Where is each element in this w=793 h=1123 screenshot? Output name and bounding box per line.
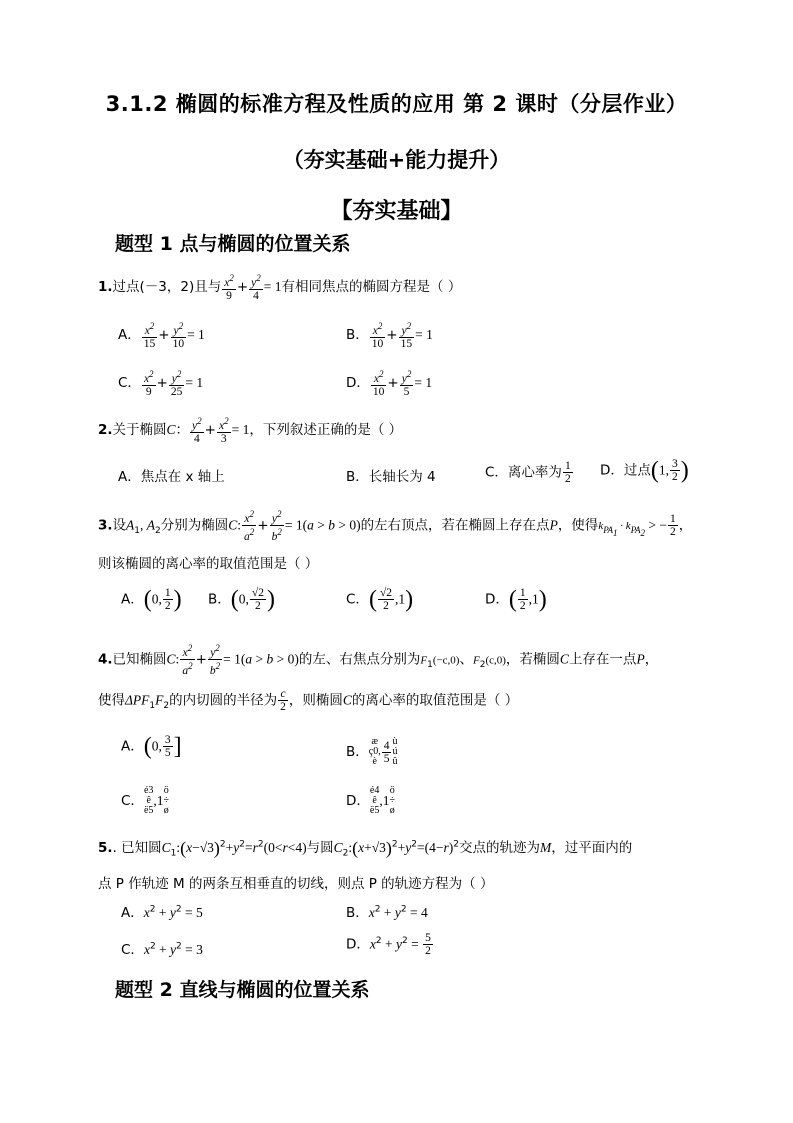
q3-option-b: B．(0, $\frac{√2}{2}$ ) (208, 586, 275, 613)
q3-option-c: C．( $\frac{√2}{2}$ ,1) (346, 586, 414, 613)
question-4-line-2: 使得$\Delta PF_1F_2$的内切圆的半径为 $\frac{c}{2}$ ，则椭圆C的离心率的取值范围是（ ） (98, 688, 519, 713)
q5-option-c: C．$x^2 + y^2 = 3$ (121, 941, 203, 958)
q2-option-c: C．离心率为 $\frac{1}{2}$ (485, 460, 571, 485)
q1-option-d: D． $\frac{x^2}{10}$ + $\frac{y^2}{5}$ = 1 (346, 369, 433, 398)
q1-option-a: A． $\frac{x^2}{15}$ + $\frac{y^2}{10}$ = 1 (118, 321, 205, 350)
q4-option-a: A．(0, $\frac{3}{5}$ ] (121, 733, 182, 760)
question-5: 5.. 已知圆$C_1:(x-√3)^2+y^2=r^2(0<r<4)$与圆$C_2:(x+√3)^2+y^2=(4-r)^2$交点的轨迹为M，过平面内的 (98, 838, 633, 859)
q2-option-d: D．过点(1, $\frac{3}{2}$ ) (600, 457, 689, 484)
q5-option-a: A．$x^2 + y^2 = 5$ (121, 904, 203, 921)
topic-2-heading: 题型 2 直线与椭圆的位置关系 (115, 979, 370, 1001)
q5-option-d: D．$x^2 + y^2$ = $\frac{5}{2}$ (346, 932, 431, 957)
q2-option-a: A．焦点在 x 轴上 (118, 469, 225, 485)
question-1: 1.过点(－3，2)且与 $\frac{x^2}{9}$ + $\frac{y^2}{4}$ = 1有相同焦点的椭圆方程是（ ） (98, 273, 462, 302)
q1-option-b: B． $\frac{x^2}{10}$ + $\frac{y^2}{15}$ = 1 (346, 321, 433, 350)
doc-title: 3.1.2 椭圆的标准方程及性质的应用 第 2 课时（分层作业） (105, 92, 688, 116)
q4-option-c: C．é3 ê ë5,1ö ÷ ø (121, 785, 170, 816)
q3-option-a: A．(0, $\frac{1}{2}$ ) (121, 586, 182, 613)
q3-option-d: D．( $\frac{1}{2}$ ,1) (485, 586, 547, 613)
question-3-line-2: 则该椭圆的离心率的取值范围是（ ） (98, 556, 319, 572)
q4-option-b: B．æ ç0, è $\frac{4}{5}$ ù ú û (346, 736, 398, 767)
doc-subtitle: （夯实基础+能力提升） (282, 148, 511, 172)
q2-option-b: B．长轴长为 4 (346, 469, 436, 485)
section-heading: 【夯实基础】 (330, 199, 463, 224)
topic-1-heading: 题型 1 点与椭圆的位置关系 (115, 233, 351, 255)
q5-option-b: B．$x^2 + y^2 = 4$ (346, 904, 428, 921)
question-3: 3.设$A_1$, $A_2$分别为椭圆C: $\frac{x^2}{a^2}$ + $\frac{y^2}{b^2}$ = 1(a > b > 0)的左右顶点，若在椭圆上存在点P，使得$k_{PA_1} \cdot k_{PA_2}$ > − $\frac{1}{2}$ ， (98, 509, 693, 543)
question-2: 2.关于椭圆C： $\frac{y^2}{4}$ + $\frac{x^2}{3}$ = 1，下列叙述正确的是（ ） (98, 416, 403, 445)
q4-option-d: D．é4 ê ë5,1ö ÷ ø (346, 785, 395, 816)
question-5-line-2: 点 P 作轨迹 M 的两条互相垂直的切线，则点 P 的轨迹方程为（ ） (98, 876, 494, 892)
question-4: 4.已知椭圆C: $\frac{x^2}{a^2}$ + $\frac{y^2}{b^2}$ = 1(a > b > 0)的左、右焦点分别为$F_1(-c,0)$、$F_2(c,0)$，若椭圆C上存在一点P， (98, 643, 659, 677)
q1-option-c: C． $\frac{x^2}{9}$ + $\frac{y^2}{25}$ = 1 (118, 369, 204, 398)
